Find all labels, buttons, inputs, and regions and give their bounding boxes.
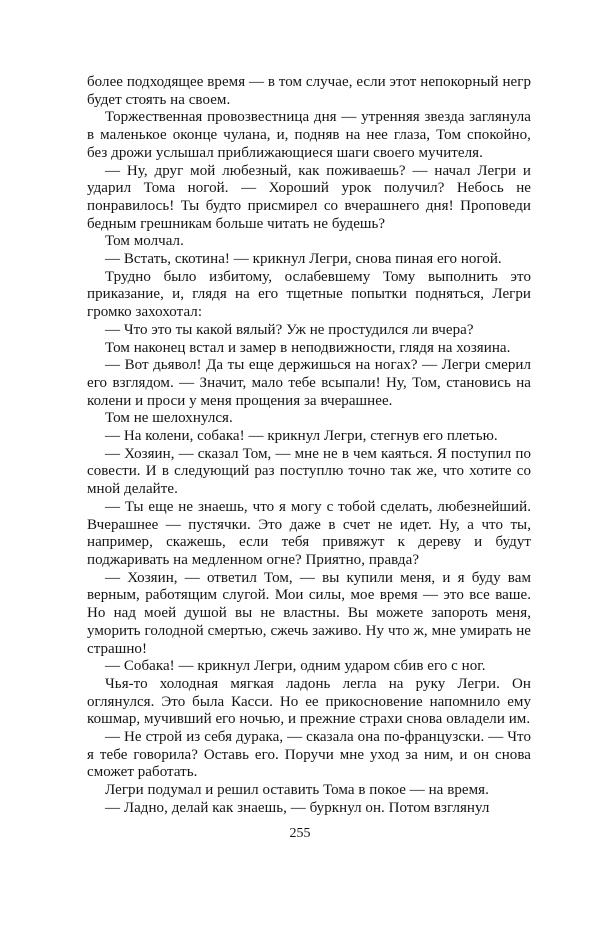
paragraph: — Хозяин, — ответил Том, — вы купили меня, и я буду вам верным, работящим слугой. Мои силы, мое время — это все ваше. Но над моей душой вы не властны. Вы можете запороть меня, уморить голодной смертью, сжечь заживо. Ну что ж, мне умирать не страшно! xyxy=(87,569,531,657)
paragraph: — Вот дьявол! Да ты еще держишься на ногах? — Легри смерил его взглядом. — Значит, мало тебе всыпали! Ну, Том, становись на колени и проси у меня прощения за вчерашнее. xyxy=(87,357,531,409)
paragraph: Том наконец встал и замер в неподвижности, глядя на хозяина. xyxy=(105,339,511,356)
paragraph: — Хозяин, — сказал Том, — мне не в чем каяться. Я поступил по совести. И в следующий раз поступлю точно так же, что хотите со мной делайте. xyxy=(87,445,531,498)
paragraph: — Встать, скотина! — крикнул Легри, снова пиная его ногой. xyxy=(105,251,502,268)
book-page-text xyxy=(87,74,531,818)
paragraph: Легри подумал и решил оставить Тома в покое — на время. xyxy=(105,782,489,799)
paragraph: более подходящее время — в том случае, если этот непокорный негр будет стоять на своем. xyxy=(87,74,531,108)
paragraph: — Собака! — крикнул Легри, одним ударом сбив его с ног. xyxy=(105,658,486,675)
paragraph: — Ладно, делай как знаешь, — буркнул он. Потом взглянул xyxy=(105,799,490,816)
paragraph: — Не строй из себя дурака, — сказала она по-французски. — Что я тебе говорила? Оставь его. Поручи мне уход за ним, и он снова сможет работать. xyxy=(87,729,531,781)
paragraph: — На колени, собака! — крикнул Легри, стегнув его плетью. xyxy=(105,428,498,445)
paragraph: — Ну, друг мой любезный, как поживаешь? — начал Легри и ударил Тома ногой. — Хороший урок получил? Небось не понравилось! Ты будто присмирел со вчерашнего дня! Проповеди бедным грешникам больше читать не будешь? xyxy=(87,162,531,232)
paragraph: Том молчал. xyxy=(105,233,184,250)
page-number: 255 xyxy=(289,826,311,841)
paragraph: — Что это ты какой вялый? Уж не простудился ли вчера? xyxy=(105,321,474,338)
paragraph: — Ты еще не знаешь, что я могу с тобой сделать, любезнейший. Вчерашнее — пустячки. Это даже в счет не идет. Ну, а что ты, например, скажешь, если тебя привяжут к дереву и будут поджаривать на медленном огне? Приятно, правда? xyxy=(87,498,531,568)
paragraph: Трудно было избитому, ослабевшему Тому выполнить это приказание, и, глядя на его тщетные попытки подняться, Легри громко захохотал: xyxy=(87,268,531,321)
paragraph: Том не шелохнулся. xyxy=(105,410,233,427)
paragraph: Торжественная провозвестница дня — утренняя звезда заглянула в маленькое оконце чулана, и, подняв на нее глаза, Том спокойно, без дрожи услышал приближающиеся шаги своего мучителя. xyxy=(87,109,531,161)
paragraph: Чья-то холодная мягкая ладонь легла на руку Легри. Он оглянулся. Это была Касси. Но ее прикосновение напомнило ему кошмар, мучивший его ночью, и прежние страхи снова овладели им. xyxy=(87,675,531,728)
